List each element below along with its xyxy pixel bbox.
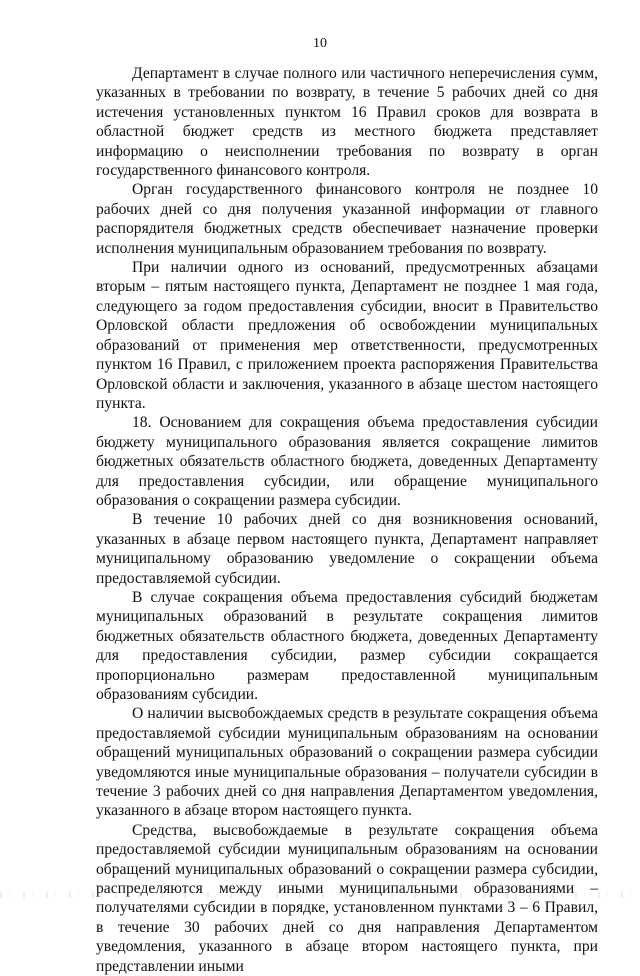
scan-footer-noise: [0, 892, 640, 898]
paragraph: Средства, высвобождаемые в результате сокращения объема предоставляемой субсидии муниципальным образованиям на основании обращений муниципальных образований о сокращении размера субсидии, распределяются между иными муниципальными образованиями – получателями субсидии в порядке, установленном пунктами 3 – 6 Правил, в течение 30 рабочих дней со дня направления Департаментом уведомления, указанного в абзаце втором настоящего пункта, при представлении иными: [96, 821, 598, 975]
paragraph: В течение 10 рабочих дней со дня возникновения оснований, указанных в абзаце первом настоящего пункта, Департамент направляет муниципальному образованию уведомление о сокращении объема предоставляемой субсидии.: [96, 511, 598, 587]
paragraph: При наличии одного из оснований, предусмотренных абзацами вторым – пятым настоящего пункта, Департамент не позднее 1 мая года, следующего за годом предоставления субсидии, вносит в Правительство Орловской области предложения об освобождении муниципальных образований от применения мер ответственности, предусмотренных пунктом 16 Правил, с приложением проекта распоряжения Правительства Орловской области и заключения, указанного в абзаце шестом настоящего пункта.: [96, 259, 598, 412]
paragraph: 18. Основанием для сокращения объема предоставления субсидии бюджету муниципального образования является сокращение лимитов бюджетных обязательств областного бюджета, доведенных Департаменту для предоставления субсидии, или обращение муниципального образования о сокращении размера субсидии.: [96, 414, 598, 509]
paragraph: Департамент в случае полного или частичного неперечисления сумм, указанных в требовании по возврату, в течение 5 рабочих дней со дня истечения установленных пунктом 16 Правил сроков для возврата в областной бюджет средств из местного бюджета представляет информацию о неисполнении требования по возврату в орган государственного финансового контроля.: [96, 65, 598, 180]
paragraph: Орган государственного финансового контроля не позднее 10 рабочих дней со дня получения указанной информации от главного распорядителя бюджетных средств обеспечивает назначение проверки исполнения муниципальным образованием требования по возврату.: [96, 181, 598, 257]
paragraph: О наличии высвобождаемых средств в результате сокращения объема предоставляемой субсидии муниципальным образованиям на основании обращений муниципальных образований о сокращении размера субсидии уведомляются иные муниципальные образования – получатели субсидии в течение 3 рабочих дней со дня направления Департаментом уведомления, указанного в абзаце втором настоящего пункта.: [96, 705, 598, 820]
page-number: 10: [313, 36, 327, 51]
paragraph: В случае сокращения объема предоставления субсидий бюджетам муниципальных образований в результате сокращения лимитов бюджетных обязательств областного бюджета, доведенных Департаменту для предоставления субсидии, размер субсидии сокращается пропорционально размерам предоставленной муниципальным образованиям субсидии.: [96, 588, 598, 703]
document-body: [96, 64, 598, 976]
